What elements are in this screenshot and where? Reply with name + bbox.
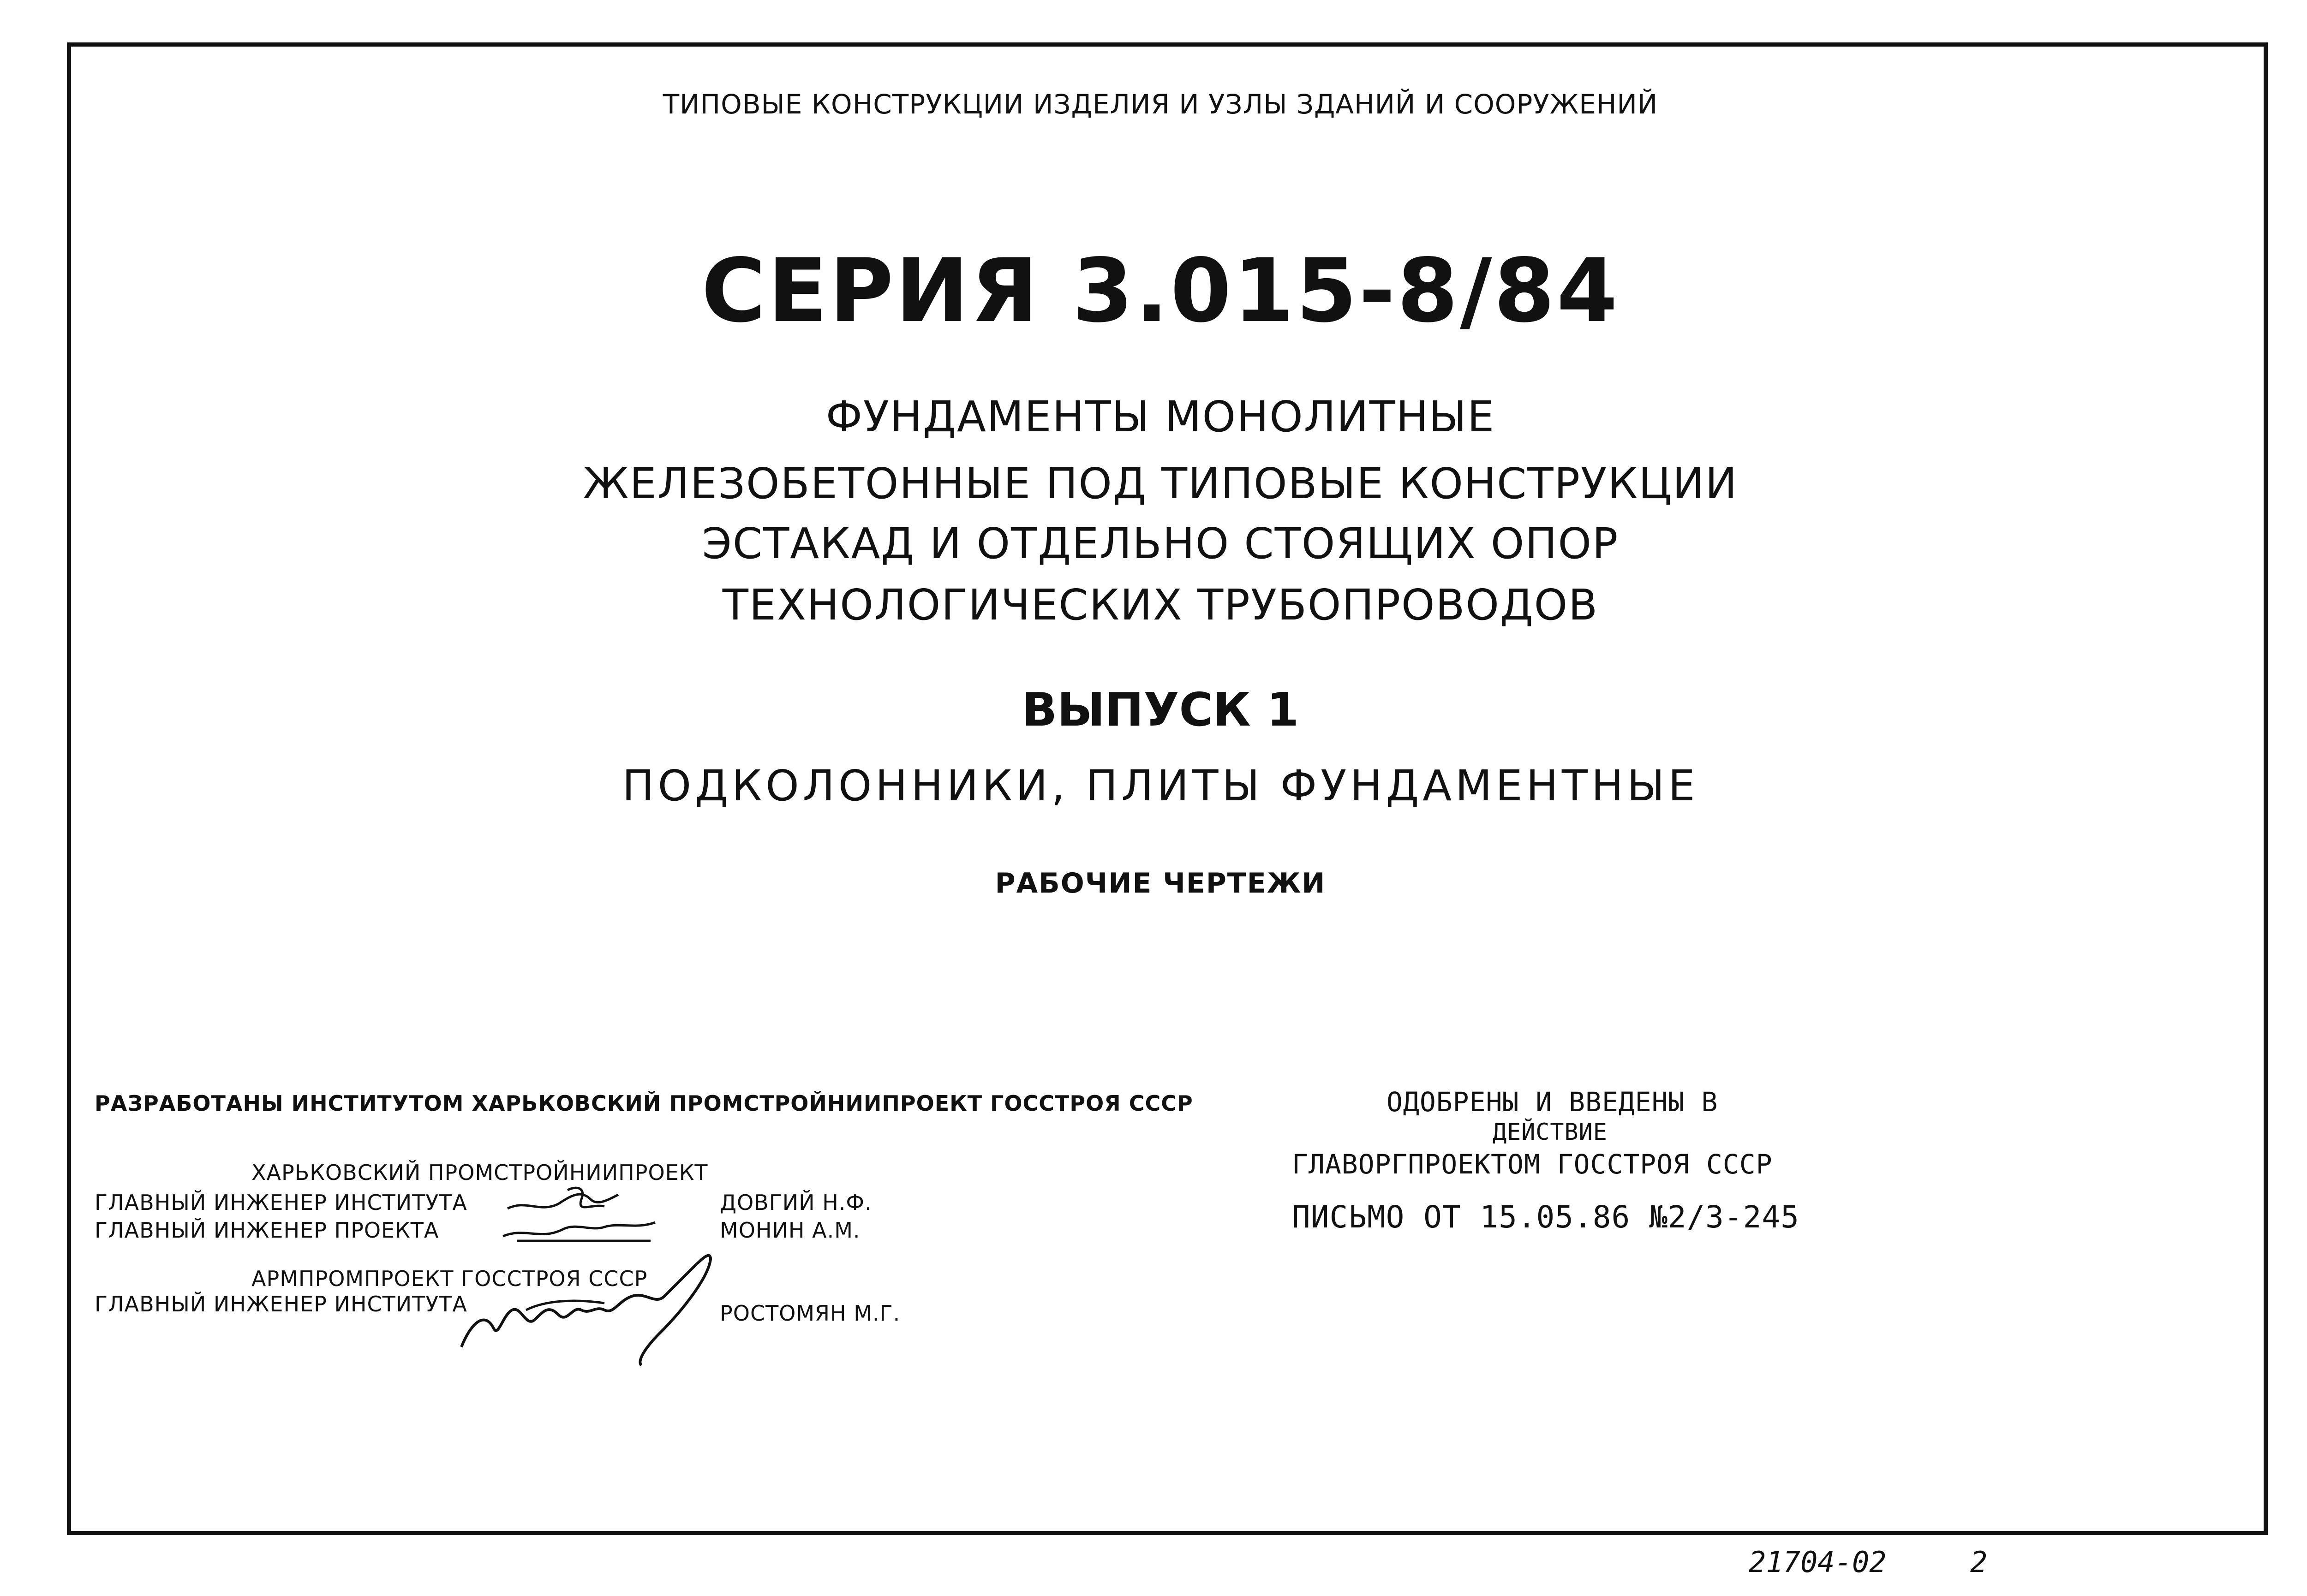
working-drawings-label: РАБОЧИЕ ЧЕРТЕЖИ [995,867,1326,899]
org-armpromproekt: АРМПРОМПРОЕКТ ГОССТРОЯ СССР [251,1266,648,1291]
subtitle-line: ЭСТАКАД И ОТДЕЛЬНО СТОЯЩИХ ОПОР [702,519,1619,568]
approved-line-4: ПИСЬМО ОТ 15.05.86 №2/3-245 [1292,1199,1799,1235]
sheet-number: 2 [1970,1545,1988,1579]
role-chief-engineer-institute: ГЛАВНЫЙ ИНЖЕНЕР ИНСТИТУТА [95,1190,467,1215]
approved-line-1: ОДОБРЕНЫ И ВВЕДЕНЫ В [1387,1086,1718,1118]
role-chief-engineer-project: ГЛАВНЫЙ ИНЖЕНЕР ПРОЕКТА [95,1218,439,1243]
org-kharkov: ХАРЬКОВСКИЙ ПРОМСТРОЙНИИПРОЕКТ [251,1160,708,1185]
header-text: ТИПОВЫЕ КОНСТРУКЦИИ ИЗДЕЛИЯ И УЗЛЫ ЗДАНИЙ И СООРУЖЕНИЙ [663,89,1658,120]
subtitle-line: ЖЕЛЕЗОБЕТОННЫЕ ПОД ТИПОВЫЕ КОНСТРУКЦИИ [583,459,1738,508]
name-dovgiy: ДОВГИЙ Н.Ф. [720,1190,872,1215]
subtitle-line: ТЕХНОЛОГИЧЕСКИХ ТРУБОПРОВОДОВ [722,580,1599,630]
developed-by-text: РАЗРАБОТАНЫ ИНСТИТУТОМ ХАРЬКОВСКИЙ ПРОМСТРОЙНИИПРОЕКТ ГОССТРОЯ СССР [95,1091,1193,1116]
name-monin: МОНИН А.М. [720,1218,861,1243]
approved-line-3: ГЛАВОРГПРОЕКТОМ ГОССТРОЯ СССР [1292,1149,1773,1180]
subtitle-line: ФУНДАМЕНТЫ МОНОЛИТНЫЕ [825,392,1495,441]
name-rostomyan: РОСТОМЯН М.Г. [720,1301,901,1326]
signature-rostomyan [452,1241,747,1375]
issue-subtitle: ПОДКОЛОННИКИ, ПЛИТЫ ФУНДАМЕНТНЫЕ [622,761,1699,810]
document-number: 21704-02 [1749,1545,1887,1579]
series-title: СЕРИЯ 3.015-8/84 [701,240,1620,342]
issue-title: ВЫПУСК 1 [1022,683,1299,737]
role-chief-engineer-institute-2: ГЛАВНЫЙ ИНЖЕНЕР ИНСТИТУТА [95,1292,467,1316]
approved-line-2: ДЕЙСТВИЕ [1493,1119,1608,1145]
